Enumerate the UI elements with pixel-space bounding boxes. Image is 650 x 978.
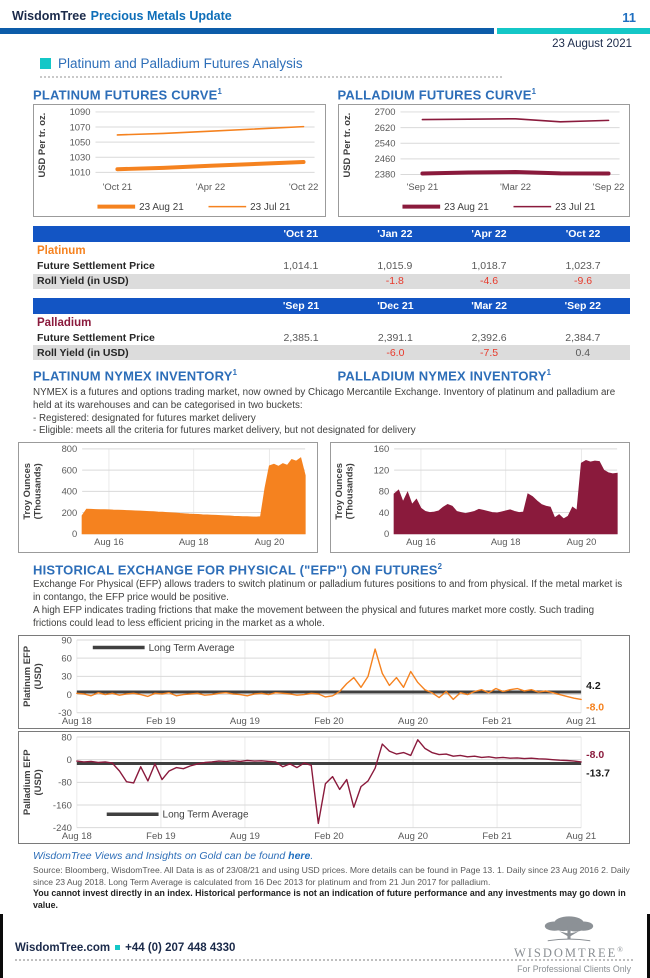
svg-text:(USD): (USD) xyxy=(32,768,44,796)
svg-text:-160: -160 xyxy=(52,799,72,811)
svg-text:160: 160 xyxy=(373,444,390,455)
palladium-futures-table xyxy=(33,298,630,361)
svg-text:0: 0 xyxy=(72,529,78,540)
svg-text:400: 400 xyxy=(61,486,78,497)
svg-text:'Sep 21: 'Sep 21 xyxy=(406,181,438,193)
palladium-futures-chart xyxy=(338,104,631,217)
svg-text:0: 0 xyxy=(66,689,72,701)
svg-text:40: 40 xyxy=(378,508,390,519)
svg-text:0: 0 xyxy=(66,754,72,766)
disclaimer: You cannot invest directly in an index. Historical performance is not an indication of future performance and any investments may go down in value. xyxy=(33,888,626,911)
table-column-header: 'Mar 22 xyxy=(443,298,536,314)
table-row xyxy=(33,259,630,274)
table-column-header: 'Oct 22 xyxy=(536,226,630,242)
svg-text:-8.0: -8.0 xyxy=(586,702,605,714)
svg-text:USD Per tr. oz.: USD Per tr. oz. xyxy=(35,113,47,178)
row-label: Future Settlement Price xyxy=(37,260,155,273)
platinum-inventory-title: PLATINUM NYMEX INVENTORY$^1$ xyxy=(33,368,238,384)
table-cell: -7.5 xyxy=(443,345,536,360)
teal-bar xyxy=(497,28,650,34)
svg-text:Aug 18: Aug 18 xyxy=(178,537,209,548)
report-date: 23 August 2021 xyxy=(552,38,632,50)
svg-text:23 Jul 21: 23 Jul 21 xyxy=(554,202,595,214)
svg-text:-8.0: -8.0 xyxy=(586,749,605,761)
svg-text:4.2: 4.2 xyxy=(586,680,601,692)
svg-text:Feb 19: Feb 19 xyxy=(146,716,176,728)
futures-table xyxy=(33,226,630,289)
svg-text:-80: -80 xyxy=(58,777,72,789)
table-column-header: 'Sep 22 xyxy=(536,298,630,314)
platinum-futures-table xyxy=(33,226,630,289)
svg-text:0: 0 xyxy=(384,529,390,540)
table-cell: -9.6 xyxy=(536,274,630,289)
efp-description: Exchange For Physical (EFP) allows traders to switch platinum or palladium futures positions to and from physical. If the metal market is in contango, the EFP price would be positive. A high EFP indicates trading frictions that make the movement between the physical and futures market more costly. Such trading frictions could lead to less efficient pricing in the market as a whole. xyxy=(33,579,623,629)
page-header xyxy=(0,0,650,50)
table-row xyxy=(33,345,630,360)
svg-text:30: 30 xyxy=(61,671,72,683)
platinum-efp-chart xyxy=(18,635,630,729)
table-cell: 1,023.7 xyxy=(565,260,601,273)
svg-text:Feb 19: Feb 19 xyxy=(146,830,176,842)
table-column-header xyxy=(33,298,254,314)
svg-text:(Thousands): (Thousands) xyxy=(344,463,355,520)
table-column-header: 'Dec 21 xyxy=(348,298,442,314)
svg-text:Aug 20: Aug 20 xyxy=(398,716,429,728)
row-label: Roll Yield (in USD) xyxy=(33,274,254,289)
nymex-description: NYMEX is a futures and options trading market, now owned by Chicago Mercantile Exchange. Inventory of platinum and palladium are held at its warehouses and can be categorised in two buckets: - Registered: designated for futures market delivery - Eligible: meets all the criteria for futures market delivery, but not designated for delivery xyxy=(33,386,616,437)
svg-text:1070: 1070 xyxy=(69,121,91,133)
svg-text:80: 80 xyxy=(378,486,390,497)
palladium-inventory-chart xyxy=(330,442,630,553)
svg-text:200: 200 xyxy=(61,508,78,519)
svg-text:Feb 21: Feb 21 xyxy=(482,716,512,728)
table-cell: -1.8 xyxy=(348,274,442,289)
svg-text:23 Aug 21: 23 Aug 21 xyxy=(139,202,184,214)
svg-text:Aug 21: Aug 21 xyxy=(566,830,597,842)
platinum-inventory-chart xyxy=(18,442,318,553)
svg-text:1030: 1030 xyxy=(69,151,91,163)
svg-text:'Oct 21: 'Oct 21 xyxy=(102,181,133,193)
table-column-header xyxy=(33,226,254,242)
svg-text:Aug 20: Aug 20 xyxy=(398,830,429,842)
svg-text:Aug 21: Aug 21 xyxy=(566,716,597,728)
views-insights-line: WisdomTree Views and Insights on Gold can be found here. xyxy=(33,850,314,863)
svg-text:Long Term Average: Long Term Average xyxy=(148,642,235,654)
svg-text:Feb 20: Feb 20 xyxy=(314,716,344,728)
table-group-label: Platinum xyxy=(37,245,86,258)
table-group-label: Palladium xyxy=(37,316,92,329)
futures-table xyxy=(33,298,630,361)
palladium-inventory-title: PALLADIUM NYMEX INVENTORY$^1$ xyxy=(337,368,552,384)
svg-text:Aug 18: Aug 18 xyxy=(61,716,92,728)
svg-text:-13.7: -13.7 xyxy=(586,768,610,780)
svg-text:'Oct 22: 'Oct 22 xyxy=(288,181,319,193)
svg-text:120: 120 xyxy=(373,465,390,476)
table-cell: 1,014.1 xyxy=(283,260,319,273)
svg-text:23 Aug 21: 23 Aug 21 xyxy=(443,202,489,214)
svg-text:1050: 1050 xyxy=(69,136,91,148)
table-cell xyxy=(254,274,348,289)
footer-phone: +44 (0) 207 448 4330 xyxy=(125,942,236,955)
table-row xyxy=(33,330,630,345)
footer-contact xyxy=(15,942,235,959)
svg-text:'Sep 22: 'Sep 22 xyxy=(592,181,624,193)
svg-text:Aug 16: Aug 16 xyxy=(94,537,124,548)
svg-text:USD Per tr. oz.: USD Per tr. oz. xyxy=(340,113,352,178)
table-column-header: 'Oct 21 xyxy=(254,226,348,242)
svg-text:Feb 20: Feb 20 xyxy=(314,830,344,842)
table-group-row xyxy=(33,242,630,259)
svg-text:Aug 19: Aug 19 xyxy=(229,830,260,842)
svg-text:2540: 2540 xyxy=(374,137,396,149)
svg-text:600: 600 xyxy=(61,465,78,476)
table-cell: 2,391.1 xyxy=(377,331,413,344)
svg-text:Aug 18: Aug 18 xyxy=(61,830,92,842)
svg-text:-240: -240 xyxy=(52,822,72,834)
svg-text:1010: 1010 xyxy=(69,166,91,178)
svg-text:Aug 20: Aug 20 xyxy=(254,537,285,548)
table-cell: 1,018.7 xyxy=(471,260,507,273)
table-column-header: 'Sep 21 xyxy=(254,298,348,314)
platinum-futures-chart xyxy=(33,104,326,217)
footer-website[interactable]: WisdomTree.com xyxy=(15,942,111,955)
table-column-header: 'Apr 22 xyxy=(442,226,536,242)
logo-wordmark: WISDOMTREE® xyxy=(513,944,625,960)
tree-icon xyxy=(538,914,600,943)
section-bullet-icon xyxy=(40,58,51,69)
svg-text:Aug 19: Aug 19 xyxy=(229,716,260,728)
svg-text:Troy Ounces: Troy Ounces xyxy=(333,463,344,521)
table-group-row xyxy=(33,314,630,331)
table-cell: 1,015.9 xyxy=(377,260,413,273)
header-divider-bar xyxy=(0,28,650,34)
table-cell: -4.6 xyxy=(442,274,536,289)
svg-text:Aug 18: Aug 18 xyxy=(490,537,521,548)
row-label: Roll Yield (in USD) xyxy=(33,345,254,360)
palladium-futures-title: PALLADIUM FUTURES CURVE$^1$ xyxy=(337,87,537,103)
efp-section-title: HISTORICAL EXCHANGE FOR PHYSICAL ("EFP") ON FUTURES$^2$ xyxy=(33,561,443,578)
svg-text:Platinum EFP: Platinum EFP xyxy=(22,645,34,707)
clients-note: For Professional Clients Only xyxy=(517,964,631,975)
table-column-header: 'Jan 22 xyxy=(348,226,442,242)
svg-text:Long Term Average: Long Term Average xyxy=(162,809,249,821)
here-link[interactable]: here xyxy=(288,850,311,863)
wisdomtree-logo xyxy=(514,914,633,960)
svg-text:(USD): (USD) xyxy=(32,663,44,690)
svg-text:800: 800 xyxy=(61,444,78,455)
teal-bullet-icon xyxy=(115,945,120,950)
row-label: Future Settlement Price xyxy=(37,331,155,344)
svg-text:90: 90 xyxy=(61,635,72,647)
svg-text:80: 80 xyxy=(61,731,72,743)
table-cell: 2,392.6 xyxy=(471,331,507,344)
svg-text:Aug 20: Aug 20 xyxy=(566,537,597,548)
table-cell: 2,384.7 xyxy=(565,331,601,344)
svg-text:Aug 16: Aug 16 xyxy=(406,537,436,548)
svg-text:(Thousands): (Thousands) xyxy=(32,463,43,520)
blue-bar xyxy=(0,28,494,34)
palladium-efp-chart xyxy=(18,731,630,845)
svg-text:-30: -30 xyxy=(58,707,72,719)
section-title-text: Platinum and Palladium Futures Analysis xyxy=(58,56,303,71)
svg-text:1090: 1090 xyxy=(69,106,91,118)
table-cell: 2,385.1 xyxy=(283,331,319,344)
svg-text:2380: 2380 xyxy=(374,169,396,181)
svg-text:2620: 2620 xyxy=(374,122,396,134)
table-row xyxy=(33,274,630,289)
table-cell: 0.4 xyxy=(536,345,630,360)
table-cell xyxy=(254,345,348,360)
section-title xyxy=(40,56,502,78)
source-note: Source: Bloomberg, WisdomTree. All Data is as of 23/08/21 and using USD prices. More details can be found in Page 13. 1. Daily since 23 Aug 2016 2. Daily since 23 Aug 2018. Long Term Average is calculated from 16 Dec 2013 for platinum and from 21 Jun 2017 for palladium. xyxy=(33,865,630,887)
svg-text:23 Jul 21: 23 Jul 21 xyxy=(250,202,291,214)
page-footer xyxy=(0,914,650,978)
platinum-futures-title: PLATINUM FUTURES CURVE$^1$ xyxy=(33,87,223,103)
svg-text:60: 60 xyxy=(61,653,72,665)
svg-text:Palladium EFP: Palladium EFP xyxy=(21,749,33,815)
svg-text:2700: 2700 xyxy=(374,106,396,118)
svg-text:Troy Ounces: Troy Ounces xyxy=(21,463,32,521)
table-cell: -6.0 xyxy=(348,345,442,360)
svg-text:'Apr 22: 'Apr 22 xyxy=(195,181,226,193)
svg-text:Feb 21: Feb 21 xyxy=(482,830,512,842)
svg-text:2460: 2460 xyxy=(374,153,396,165)
svg-text:'Mar 22: 'Mar 22 xyxy=(499,181,531,193)
page-number: 11 xyxy=(622,10,636,25)
brand-line xyxy=(12,7,232,25)
brand-name: WisdomTree xyxy=(12,9,87,23)
document-title: Precious Metals Update xyxy=(90,9,232,23)
